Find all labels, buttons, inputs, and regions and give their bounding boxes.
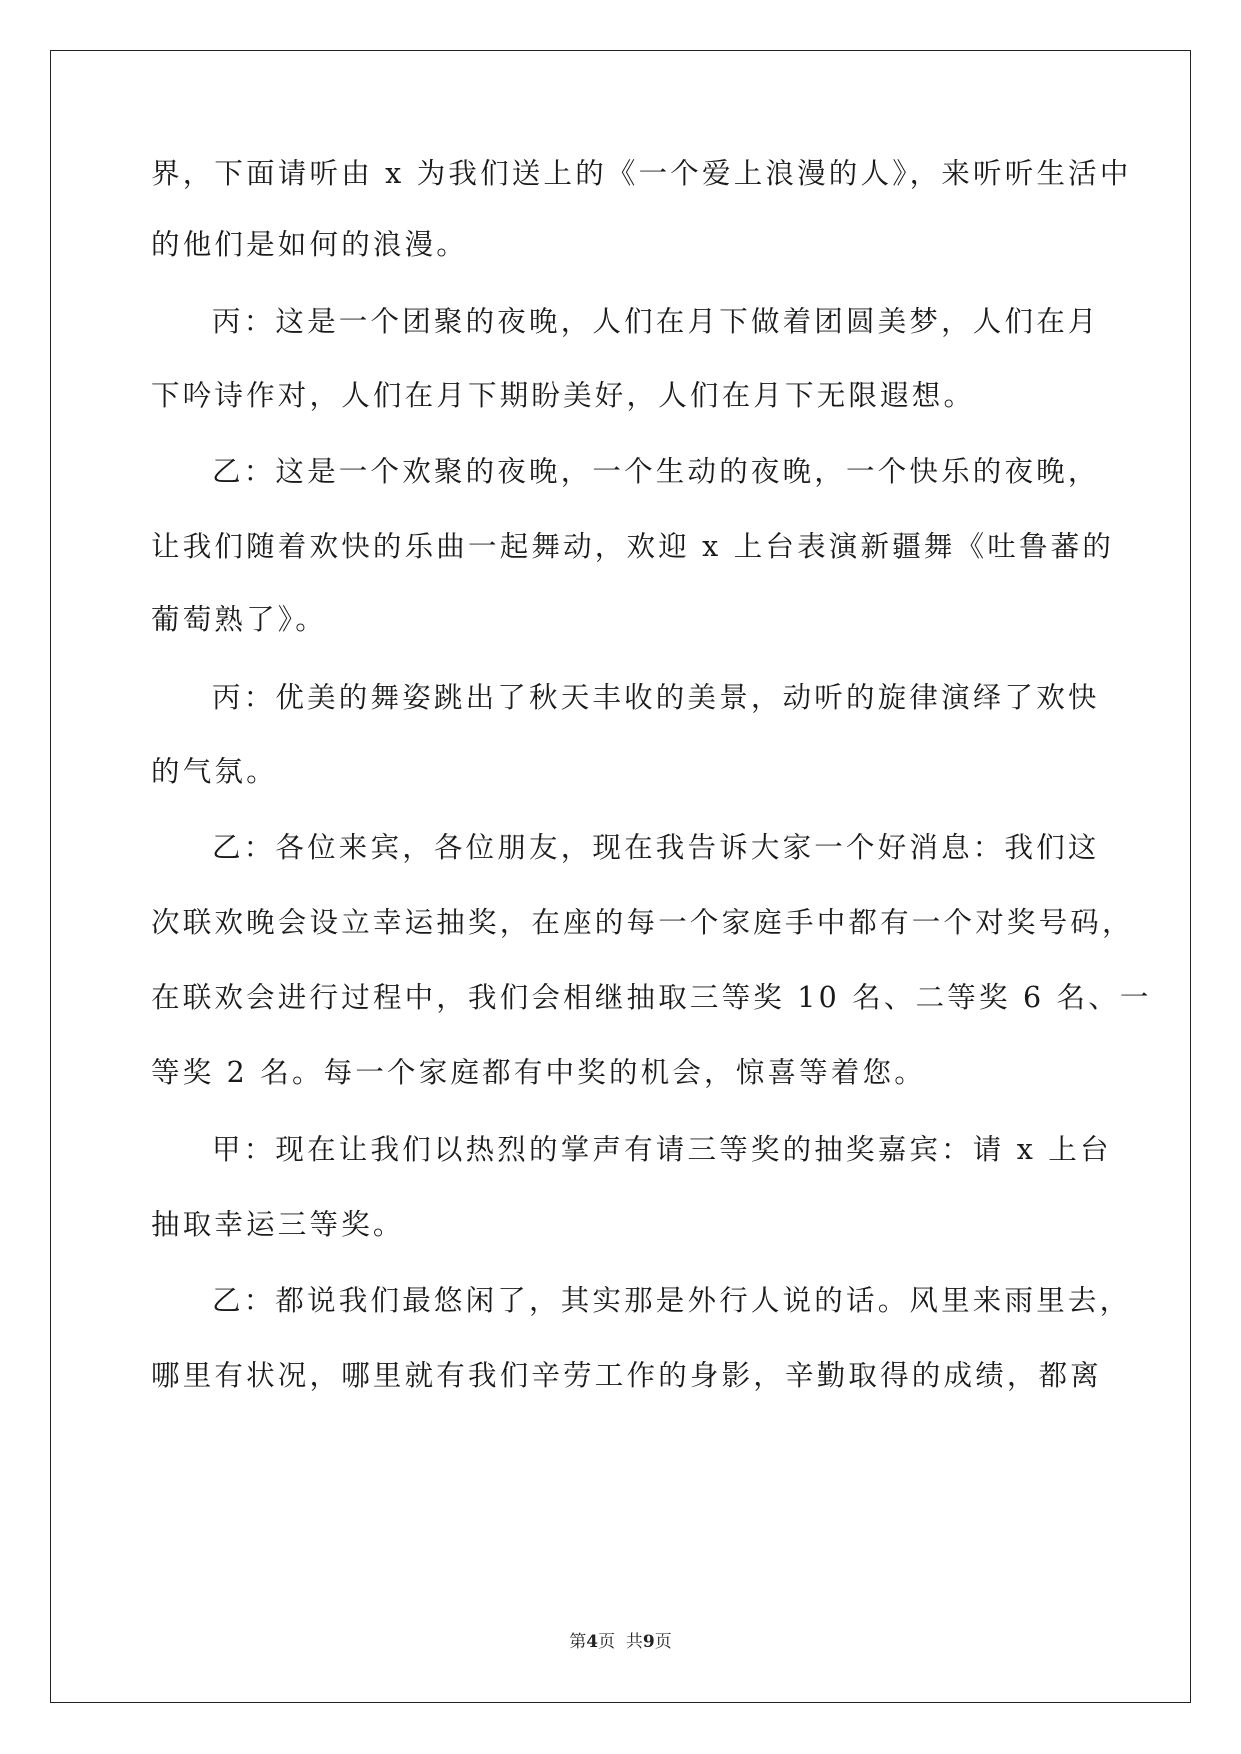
text-line: 乙：各位来宾，各位朋友，现在我告诉大家一个好消息：我们这 <box>212 831 1100 864</box>
text-line: 让我们随着欢快的乐曲一起舞动，欢迎 x 上台表演新疆舞《吐鲁蕃的 <box>151 530 1115 563</box>
page-border <box>50 50 1191 1703</box>
text-line: 下吟诗作对，人们在月下期盼美好，人们在月下无限遐想。 <box>151 379 976 412</box>
text-line: 的气氛。 <box>151 755 278 788</box>
text-line: 哪里有状况，哪里就有我们辛劳工作的身影，辛勤取得的成绩，都离 <box>151 1359 1103 1392</box>
text-line: 葡萄熟了》。 <box>151 603 327 636</box>
text-line: 丙：优美的舞姿跳出了秋天丰收的美景，动听的旋律演绎了欢快 <box>212 681 1100 714</box>
footer-suffix: 页 <box>654 1632 672 1652</box>
footer-middle: 页 共 <box>598 1632 643 1652</box>
page-footer <box>0 1627 1241 1652</box>
current-page-number: 4 <box>586 1632 599 1652</box>
text-line: 在联欢会进行过程中，我们会相继抽取三等奖 10 名、二等奖 6 名、一 <box>151 981 1152 1014</box>
text-line: 的他们是如何的浪漫。 <box>151 228 469 261</box>
text-line: 抽取幸运三等奖。 <box>151 1208 405 1241</box>
total-page-number: 9 <box>642 1632 655 1652</box>
text-line: 次联欢晚会设立幸运抽奖，在座的每一个家庭手中都有一个对奖号码， <box>151 906 1134 939</box>
text-line: 等奖 2 名。每一个家庭都有中奖的机会，惊喜等着您。 <box>151 1056 926 1089</box>
footer-prefix: 第 <box>569 1632 587 1652</box>
text-line: 界，下面请听由 x 为我们送上的《一个爱上浪漫的人》，来听听生活中 <box>151 157 1132 190</box>
text-line: 乙：这是一个欢聚的夜晚，一个生动的夜晚，一个快乐的夜晚， <box>212 455 1100 488</box>
text-line: 乙：都说我们最悠闲了，其实那是外行人说的话。风里来雨里去， <box>212 1284 1132 1317</box>
text-line: 丙：这是一个团聚的夜晚，人们在月下做着团圆美梦，人们在月 <box>212 305 1100 338</box>
text-line: 甲：现在让我们以热烈的掌声有请三等奖的抽奖嘉宾：请 x 上台 <box>212 1133 1112 1166</box>
